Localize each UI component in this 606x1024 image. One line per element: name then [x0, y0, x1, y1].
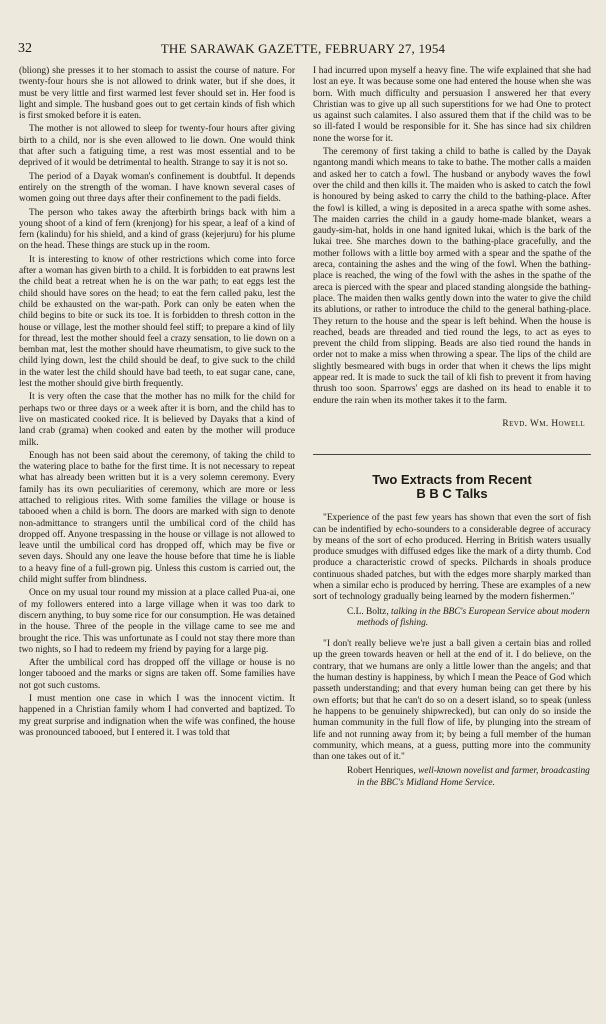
paragraph: Once on my usual tour round my mission at a place called Pua-ai, one of my followers entered into a large village when it was too dark to discern anything, to buy some rice for our consumption. He was detained in the house. Three of the people in the village came to see me and brought the rice. This was unfortunate as I could not stay there more than two nights, so I had to redeem my friend by paying for a large pig. — [19, 588, 295, 655]
paragraph: It is very often the case that the mother has no milk for the child for perhaps two or three days or a week after it is born, and the child has to live on masticated cooked rice. It is believed by Dayaks that a kind of land crab (grama) when cooked and eaten by the mother will produce milk. — [19, 392, 295, 448]
section-divider — [313, 454, 591, 455]
credit-text: talking in the BBC's European Service about modern methods of fishing. — [357, 606, 590, 628]
section-title-line: Two Extracts from Recent — [372, 472, 532, 488]
paragraph: The person who takes away the afterbirth brings back with him a young shoot of a kind of fern (krenjong) for his spear, a leaf of a kind of fern (kalindu) for his shield, and a kind of grass (kejerjuru) for his plume on the head. These things are stuck up in the room. — [19, 207, 295, 252]
section-title-line: B B C Talks — [416, 486, 488, 502]
right-column — [313, 66, 591, 799]
credit-name: C.L. Boltz, — [347, 606, 389, 617]
quote-credit — [347, 606, 591, 630]
quote-paragraph: "Experience of the past few years has shown that even the sort of fish can be indentified by echo-sounders to a considerable degree of accuracy by means of the sort of echo produced. Herring in British waters usually produce smudges with diffused edges like the mark of a dirty thumb. Cod produce a characteristic crowd of specks. Pilchards in shoals produce continuous shaded patches, but with the edges more sharply marked than when a similar echo is produced by herring. These are examples of a new sort of technology gradually being learned by the modern fishermen." — [313, 513, 591, 603]
credit-name: Robert Henriques, — [347, 766, 416, 777]
section-title — [313, 473, 591, 501]
publication-title: THE SARAWAK GAZETTE, FEBRUARY 27, 1954 — [160, 41, 446, 56]
quote-paragraph: "I don't really believe we're just a ball given a certain bias and rolled up the green towards heaven or hell at the end of it. I do believe, on the contrary, that we humans are only a little lower than the angels; and that the human destiny is happiness, by which I mean the Peace of God which passeth understanding; and that every human being can get there by his own efforts; but that he can't do so on a desert island, so to speak (unless he happens to be genuinely shipwrecked), but can only do so inside the human community in the full flow of life, by plunging into the stream of life and not running away from it; by being a full member of the human community, which means, at a guess, putting more into the community than one takes out of it." — [313, 639, 591, 763]
author-signature: Revd. Wm. Howell — [502, 418, 585, 429]
left-column — [19, 66, 295, 741]
quote-credit — [347, 766, 591, 789]
paragraph: (bliong) she presses it to her stomach to assist the course of nature. For twenty-four hours she is not allowed to drink water, but if she does, it must be very little and first warmed lest fever should set in. Her food is light and simple. The husband goes out to get certain kinds of fish which is first smoked before it is eaten. — [19, 66, 295, 122]
page-header — [18, 40, 588, 58]
page-number: 32 — [18, 41, 32, 56]
paragraph: After the umbilical cord has dropped off the village or house is no longer tabooed and the marks or signs are taken off. Some families have not got such customs. — [19, 658, 295, 691]
credit-text: well-known novelist and farmer, broadcasting in the BBC's Midland Home Service. — [357, 766, 590, 788]
paragraph: The period of a Dayak woman's confinement is doubtful. It depends entirely on the strength of the woman. I have known several cases of women going out three days after their confinement to the padi fields. — [19, 171, 295, 205]
paragraph: The ceremony of first taking a child to bathe is called by the Dayak ngantong mandi which means to take to bathe. The mother calls a maiden and asked her to catch a fowl. The husband or anybody waves the fowl over the child and then kills it. The maiden who is asked to catch the fowl is honoured by being asked to carry the child to the bathing-place. After the fowl is killed, a wing is deposited in a areca spathe with some ashes. The maiden carries the child in a gaudy home-made blanket, wears a gaudy-sim-hat, holds in one hand ignited lukai, which is the bark of the lukai tree. She marches down to the bathing-place gracefully, and the mother follows with a little boy armed with a spear and the spathe of the areca, containing the ashes and the wing of the fowl. When the bathing-place is reached, the wing of the fowl with the ashes in the spathe of the areca is pierced with the spear and placed standing alongside the bathing-place. The maiden then walks gently down into the water to give the child its ablutions, or rather to introduce the child to the general bathing-place. They return to the house and the spear is left behind. When the house is reached, beads are threaded and tied round the legs, to act as eyes to prevent the child from slipping. Beads are also tied round the hands in order not to make a miss when throwing a spear. The lips of the child are slightly besmeared with bugs in order that when it chews the lips might appear red. It is made to suck the tail of kli fish to prevent it from having thrush too soon. Sparrows' eggs are dashed on its head to enable it to endure the rain when its mother takes it to the farm. — [313, 147, 591, 406]
paragraph: I must mention one case in which I was the innocent victim. It happened in a Christian family whom I had converted and baptized. To my great surprise and indignation when the wife was confined, the house was pronounced tabooed, but I entered it. I was told that — [19, 694, 295, 738]
paragraph: Enough has not been said about the ceremony, of taking the child to the watering place to bathe for the first time. It is not necessary to repeat what has already been written but it is a very solemn ceremony. Every family has its own peculiarities of ceremony, which are more or less attached to religious rites. With some families the village or house is tabooed when a child is born. The doors are marked with sign to denote non-admittance to strangers until the umbilical cord of the child has dropped off. Anyone trespassing in the house or village is not allowed to leave until the umbilical cord has dropped off, which may be five or seven days. Should any one leave the house before that time he is liable to a heavy fine of a full-grown pig. Unless this custom is carried out, the child might suffer from blindness. — [19, 450, 295, 586]
paragraph: I had incurred upon myself a heavy fine. The wife explained that she had lost an eye. It was because some one had entered the house when she was born. With much difficulty and persuasion I answered her that every Christian was to give up all such superstitions for we had One to protect us against such calamites. I also assured them that if the child was to be so ill-fated I would be responsible for it. She has since had six children none the worse for it. — [313, 66, 591, 144]
paragraph: The mother is not allowed to sleep for twenty-four hours after giving birth to a child, nor is she even allowed to lie down. One would think that after such a fatiguing time, a rest was most essential and to be deprived of it would be detrimental to health. Strange to say it is not so. — [19, 124, 295, 169]
paragraph: It is interesting to know of other restrictions which come into force after a woman has given birth to a child. It is forbidden to eat prawns lest the child beat a retreat when he is on the war path; to eat eggs lest the child should have sores on the head; to eat the fern called paku, lest the child be exhausted on the war-path. Pork can only be eaten when the child begins to bite or suck its toe. It is forbidden to thresh cotton in the house or village, lest the mother should feel stiff; to prepare a kind of lily for thread, lest the mother should feel a crazy sensation, to lie down on a bemban mat, lest the mother should have rheumatism, to give suck to the child lying down, lest the child should be deaf, to give suck to the child in the water lest the child should have bad teeth, to eat sugar cane, cane, lest the mother should give birth frequently. — [19, 254, 295, 390]
